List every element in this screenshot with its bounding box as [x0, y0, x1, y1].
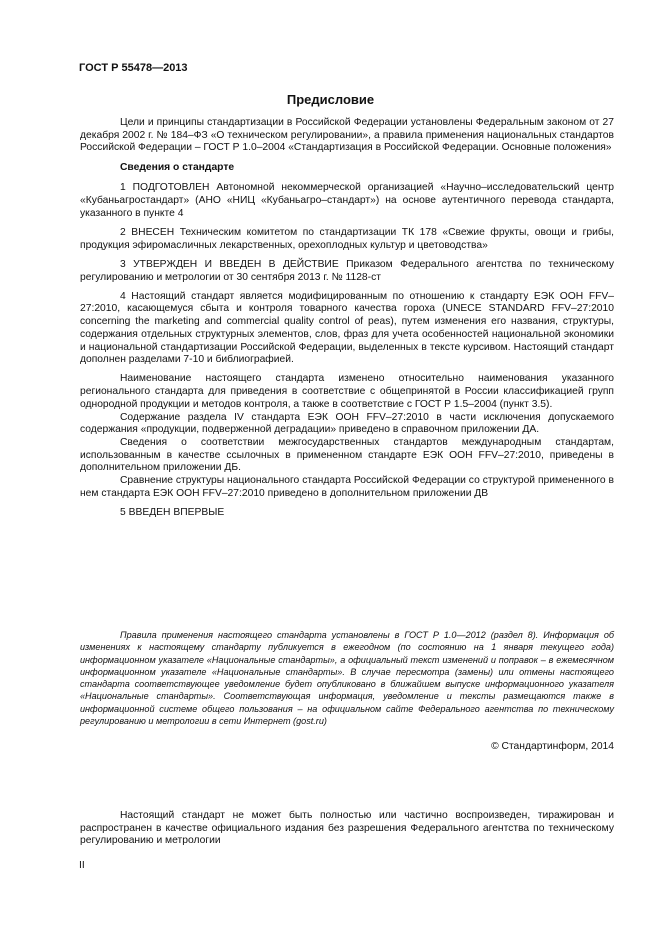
- item-modified: 4 Настоящий стандарт является модифицированным по отношению к стандарту ЕЭК ООН FFV–27:2010, касающемуся сбыта и контроля товарного качества гороха (UNECE STANDARD FFV–27:2010 concerning the marketing and commercial quality control of peas), путем изменения его названия, структуры, содержания отдельных структурных элементов, слов, фраз для учета особенностей национальной экономики и национальной стандартизации Российской Федерации, выделенных в тексте курсивом. Настоящий стандарт дополнен разделами 7-10 и библиографией.: [80, 290, 614, 366]
- application-rules-note: Правила применения настоящего стандарта установлены в ГОСТ Р 1.0—2012 (раздел 8). Информация об изменениях к настоящему стандарту публикуется в ежегодном (по состоянию на 1 января текущего года) информационном указателе «Национальные стандарты», а официальный текст изменений и поправок – в ежемесячном информационном указателе «Национальные стандарты». В случае пересмотра (замены) или отмены настоящего стандарта соответствующее уведомление будет опубликовано в ближайшем выпуске информационного указателя «Национальные стандарты». Соответствующая информация, уведомление и тексты размещаются также в информационной системе общего пользования – на официальном сайте Федерального агентства по техническому регулированию и метрологии в сети Интернет (gost.ru): [80, 630, 614, 727]
- section-subheading: Сведения о стандарте: [120, 161, 235, 173]
- item-introduced-by: 2 ВНЕСЕН Техническим комитетом по стандартизации ТК 178 «Свежие фрукты, овощи и грибы, продукция эфиромасличных лекарственных, орехоплодных культур и цветоводства»: [80, 226, 614, 251]
- page-number: II: [79, 860, 85, 871]
- page-title: Предисловие: [286, 92, 375, 107]
- paragraph-name-change: Наименование настоящего стандарта изменено относительно наименования указанного регионального стандарта для приведения в соответствие с общепринятой в России классификацией групп однородной продукции и методов контроля, а также в соответствие с ГОСТ Р 1.5–2004 (пункт 3.5).: [80, 373, 614, 410]
- preface-body: [80, 117, 614, 526]
- item-approved: 3 УТВЕРЖДЕН И ВВЕДЕН В ДЕЙСТВИЕ Приказом Федерального агентства по техническому регулированию и метрологии от 30 сентября 2013 г. № 1128-ст: [80, 258, 614, 283]
- paragraph-interstate-standards: Сведения о соответствии межгосударственных стандартов международным стандартам, использованным в качестве ссылочных в примененном стандарте ЕЭК ООН FFV–27:2010, приведены в дополнительном приложении ДБ.: [80, 436, 614, 474]
- item-prepared: 1 ПОДГОТОВЛЕН Автономной некоммерческой организацией «Научно–исследовательский центр «Кубаньагростандарт» (АНО «НИЦ «Кубаньагро–стандарт») на основе аутентичного перевода стандарта, указанного в пункте 4: [80, 182, 614, 219]
- item-first-introduced: 5 ВВЕДЕН ВПЕРВЫЕ: [120, 506, 225, 518]
- copyright-line: © Стандартинформ, 2014: [491, 741, 614, 752]
- reproduction-notice: Настоящий стандарт не может быть полностью или частично воспроизведен, тиражирован и распространен в качестве официального издания без разрешения Федерального агентства по техническому регулированию и метрологии: [80, 810, 614, 847]
- standard-code: ГОСТ Р 55478—2013: [79, 62, 188, 74]
- paragraph-structure-comparison: Сравнение структуры национального стандарта Российской Федерации со структурой примененного в нем стандарта ЕЭК ООН FFV–27:2010 приведено в дополнительном приложении ДВ: [80, 475, 614, 499]
- paragraph-section-iv: Содержание раздела IV стандарта ЕЭК ООН FFV–27:2010 в части исключения допускаемого содержания «продукции, подверженной деградации» приведено в справочном приложении ДА.: [80, 411, 614, 436]
- intro-paragraph: Цели и принципы стандартизации в Российской Федерации установлены Федеральным законом от 27 декабря 2002 г. № 184–ФЗ «О техническом регулировании», а правила применения национальных стандартов Российской Федерации – ГОСТ Р 1.0–2004 «Стандартизация в Российской Федерации. Основные положения»: [80, 117, 614, 154]
